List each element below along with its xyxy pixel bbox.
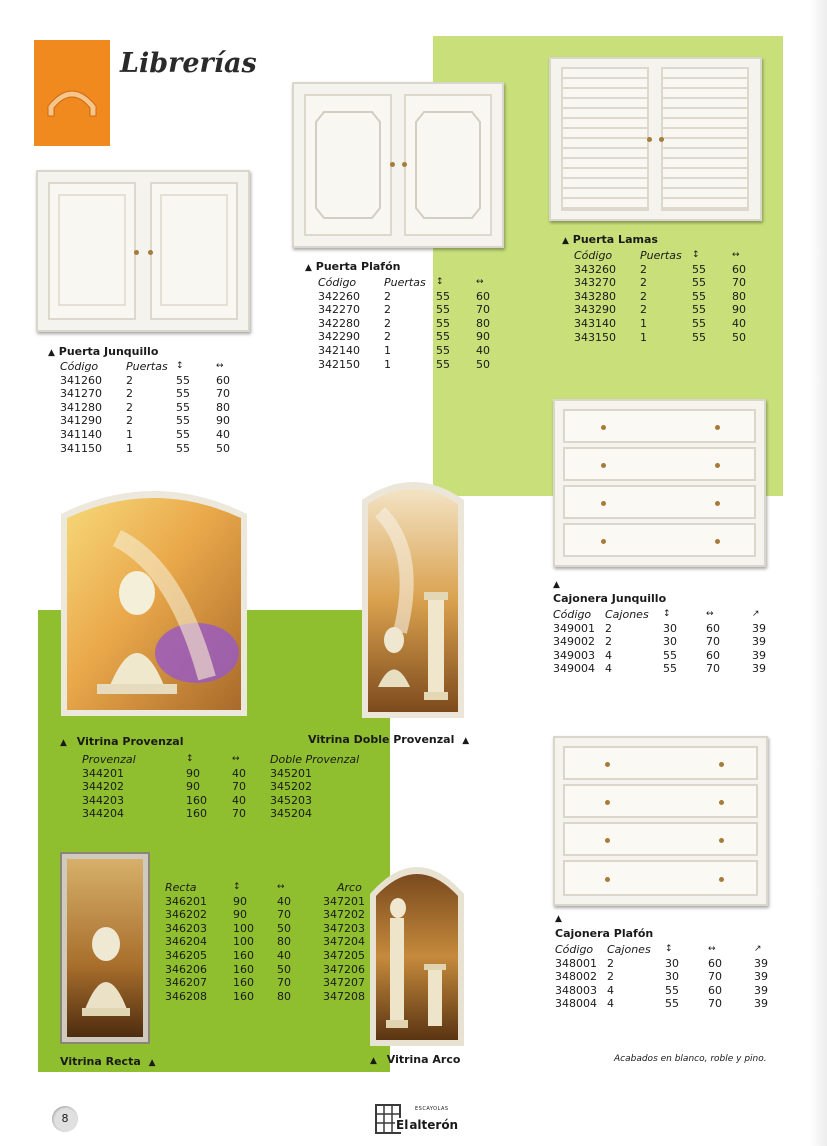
column-header: Puertas: [126, 360, 168, 373]
table-cell: 80: [277, 935, 291, 949]
table-cell: 30: [665, 970, 679, 984]
brand-small-text: ESCAYOLAS: [415, 1106, 449, 1112]
caption-puerta-lamas: ▲ Puerta Lamas: [562, 233, 658, 246]
table-cell: 60: [706, 648, 720, 662]
table-cell: 2: [640, 289, 647, 303]
table-cell: 55: [436, 330, 450, 344]
table-cell: 347204: [323, 935, 365, 949]
page-title: Librerías: [120, 48, 257, 79]
table-cell: 2: [126, 387, 133, 401]
table-cell: 40: [732, 316, 746, 330]
table-row: [574, 303, 762, 317]
table-row: [574, 331, 762, 345]
table-cell: 55: [663, 662, 677, 676]
table-cell: 39: [752, 635, 766, 649]
width-icon: ↔: [706, 609, 714, 619]
caption-vitrina-doble-provenzal: Vitrina Doble Provenzal ▲: [308, 733, 470, 746]
table-row: [553, 622, 772, 636]
marker-icon: ▲: [553, 580, 560, 590]
table-cell: 55: [692, 276, 706, 290]
table-cell: 343270: [574, 276, 616, 290]
table-cell: 347202: [323, 908, 365, 922]
table-cell: 346201: [165, 894, 207, 908]
table-cell: 1: [384, 343, 391, 357]
table-vitrina-recta-arco: [165, 881, 397, 1003]
table-cell: 55: [176, 441, 190, 455]
table-cell: 345202: [270, 780, 312, 794]
table-cell: 349001: [553, 621, 595, 635]
marker-icon: ▲: [305, 263, 312, 273]
caption-puerta-plafon: ▲ Puerta Plafón: [305, 260, 401, 273]
column-header: Puertas: [640, 249, 682, 262]
table-cell: 1: [384, 357, 391, 371]
table-cell: 55: [436, 343, 450, 357]
table-cell: 55: [692, 303, 706, 317]
height-icon: ↕: [436, 277, 444, 287]
table-row: [574, 290, 762, 304]
table-cell: 346204: [165, 935, 207, 949]
table-cell: 160: [233, 989, 254, 1003]
table-cell: 343280: [574, 289, 616, 303]
table-cajonera-junquillo: [553, 608, 772, 676]
brand-name: Elalterón: [396, 1118, 459, 1132]
page-edge-shadow: [810, 0, 827, 1146]
table-cell: 70: [732, 276, 746, 290]
table-cell: 347203: [323, 921, 365, 935]
brand-logo: [375, 1102, 465, 1138]
table-row: [318, 358, 506, 372]
table-cell: 30: [663, 621, 677, 635]
cabinet-plafon-image: [292, 82, 504, 248]
table-cell: 39: [754, 983, 768, 997]
table-cell: 345201: [270, 766, 312, 780]
table-cell: 347201: [323, 894, 365, 908]
table-cell: 347206: [323, 962, 365, 976]
table-puerta-plafon: [318, 276, 506, 371]
column-header: Cajones: [607, 943, 651, 956]
caption-vitrina-provenzal: ▲ Vitrina Provenzal: [60, 735, 184, 748]
table-row: [318, 317, 506, 331]
table-cell: 342260: [318, 289, 360, 303]
column-header: Código: [318, 276, 357, 289]
table-cell: 50: [732, 330, 746, 344]
table-cell: 30: [663, 635, 677, 649]
table-cell: 348002: [555, 970, 597, 984]
table-row: [553, 649, 772, 663]
table-row: [165, 990, 397, 1004]
table-cell: 346205: [165, 948, 207, 962]
table-cell: 55: [436, 316, 450, 330]
table-cell: 39: [752, 662, 766, 676]
table-cell: 90: [732, 303, 746, 317]
table-cell: 70: [277, 976, 291, 990]
table-cell: 39: [754, 970, 768, 984]
table-cell: 39: [754, 997, 768, 1011]
table-cell: 342140: [318, 343, 360, 357]
caption-vitrina-arco: ▲ Vitrina Arco: [370, 1053, 461, 1066]
table-cell: 342270: [318, 303, 360, 317]
table-cell: 55: [436, 289, 450, 303]
table-row: [165, 895, 397, 909]
table-cell: 40: [232, 766, 246, 780]
table-cell: 55: [692, 316, 706, 330]
table-cell: 4: [607, 983, 614, 997]
table-row: [574, 263, 762, 277]
table-cell: 346206: [165, 962, 207, 976]
table-cell: 4: [605, 662, 612, 676]
table-cell: 70: [232, 780, 246, 794]
table-cell: 70: [708, 970, 722, 984]
table-cell: 55: [692, 262, 706, 276]
table-cell: 50: [277, 921, 291, 935]
table-row: [553, 662, 772, 676]
table-cell: 347207: [323, 976, 365, 990]
table-cell: 55: [436, 303, 450, 317]
table-cell: 160: [233, 948, 254, 962]
table-cell: 60: [732, 262, 746, 276]
table-row: [60, 401, 246, 415]
table-row: [165, 922, 397, 936]
column-header: Código: [574, 249, 613, 262]
table-row: [165, 963, 397, 977]
cajonera-junquillo-image: [553, 399, 766, 567]
table-cell: 55: [665, 983, 679, 997]
table-row: [318, 303, 506, 317]
table-cell: 341260: [60, 373, 102, 387]
table-cell: 348003: [555, 983, 597, 997]
table-puerta-lamas: [574, 249, 762, 344]
table-row: [574, 276, 762, 290]
column-header: Doble Provenzal: [270, 753, 360, 766]
table-cell: 343290: [574, 303, 616, 317]
table-cell: 55: [176, 387, 190, 401]
table-cell: 80: [732, 289, 746, 303]
table-cell: 70: [232, 807, 246, 821]
marker-icon: ▲: [60, 738, 67, 748]
table-row: [165, 935, 397, 949]
table-cell: 341140: [60, 427, 102, 441]
table-cell: 1: [126, 427, 133, 441]
table-row: [82, 767, 380, 781]
cabinet-lamas-image: [549, 57, 762, 221]
table-cell: 60: [476, 289, 490, 303]
table-cell: 30: [665, 956, 679, 970]
table-cell: 55: [665, 997, 679, 1011]
table-cell: 39: [752, 621, 766, 635]
column-header: Recta: [165, 881, 197, 894]
table-cell: 2: [126, 414, 133, 428]
table-cell: 2: [384, 316, 391, 330]
table-cell: 70: [277, 908, 291, 922]
table-cell: 100: [233, 921, 254, 935]
table-cell: 55: [176, 414, 190, 428]
column-header: Cajones: [605, 608, 649, 621]
table-cell: 90: [186, 766, 200, 780]
table-cell: 50: [277, 962, 291, 976]
vitrina-provenzal-image: [57, 478, 251, 720]
table-cell: 70: [706, 635, 720, 649]
table-cell: 80: [277, 989, 291, 1003]
table-row: [555, 984, 774, 998]
finish-note: Acabados en blanco, roble y pino.: [614, 1054, 767, 1064]
table-cell: 40: [277, 948, 291, 962]
table-cell: 55: [176, 373, 190, 387]
column-header: Código: [60, 360, 99, 373]
height-icon: ↕: [665, 944, 673, 954]
table-cell: 80: [216, 400, 230, 414]
table-cell: 2: [640, 262, 647, 276]
column-header: Puertas: [384, 276, 426, 289]
table-cell: 70: [216, 387, 230, 401]
table-row: [318, 330, 506, 344]
table-cell: 342280: [318, 316, 360, 330]
vitrina-doble-provenzal-image: [360, 472, 466, 720]
marker-icon: ▲: [562, 236, 569, 246]
table-cell: 55: [176, 427, 190, 441]
table-cell: 60: [708, 983, 722, 997]
table-cell: 2: [607, 970, 614, 984]
table-row: [60, 428, 246, 442]
table-cell: 2: [384, 289, 391, 303]
table-cell: 70: [706, 662, 720, 676]
table-cell: 90: [476, 330, 490, 344]
width-icon: ↔: [708, 944, 716, 954]
table-cell: 1: [126, 441, 133, 455]
marker-icon: ▲: [462, 736, 470, 746]
table-cell: 50: [476, 357, 490, 371]
table-row: [553, 635, 772, 649]
table-row: [60, 374, 246, 388]
table-cell: 2: [384, 303, 391, 317]
caption-puerta-junquillo: ▲ Puerta Junquillo: [48, 345, 159, 358]
section-icon-tile: [34, 40, 110, 146]
table-cell: 344203: [82, 793, 124, 807]
table-cell: 346208: [165, 989, 207, 1003]
table-cell: 341270: [60, 387, 102, 401]
table-cell: 4: [605, 648, 612, 662]
table-cell: 60: [708, 956, 722, 970]
arch-icon: [34, 40, 110, 146]
table-row: [318, 290, 506, 304]
depth-icon: ↗: [754, 944, 762, 954]
table-cell: 160: [233, 962, 254, 976]
column-header: Código: [553, 608, 592, 621]
table-cell: 347208: [323, 989, 365, 1003]
table-cell: 1: [640, 330, 647, 344]
table-cell: 100: [233, 935, 254, 949]
table-cell: 55: [176, 400, 190, 414]
table-cell: 90: [233, 894, 247, 908]
table-vitrina-provenzal: [82, 753, 380, 821]
table-cell: 345204: [270, 807, 312, 821]
caption-vitrina-recta: Vitrina Recta ▲: [60, 1055, 156, 1068]
table-cell: 70: [476, 303, 490, 317]
table-cell: 342290: [318, 330, 360, 344]
table-cell: 40: [476, 343, 490, 357]
page-number: 8: [52, 1106, 78, 1132]
table-row: [555, 957, 774, 971]
table-cell: 80: [476, 316, 490, 330]
table-cell: 160: [186, 807, 207, 821]
table-cell: 344204: [82, 807, 124, 821]
table-cell: 343260: [574, 262, 616, 276]
table-cell: 349002: [553, 635, 595, 649]
marker-icon: ▲: [148, 1058, 156, 1068]
table-cell: 2: [607, 956, 614, 970]
table-cajonera-plafon: [555, 943, 774, 1011]
table-cell: 343140: [574, 316, 616, 330]
table-cell: 40: [232, 793, 246, 807]
table-cell: 90: [186, 780, 200, 794]
table-cell: 55: [436, 357, 450, 371]
table-row: [165, 976, 397, 990]
table-cell: 348001: [555, 956, 597, 970]
table-cell: 347205: [323, 948, 365, 962]
table-row: [555, 997, 774, 1011]
column-header: Código: [555, 943, 594, 956]
depth-icon: ↗: [752, 609, 760, 619]
table-cell: 348004: [555, 997, 597, 1011]
cajonera-plafon-image: [553, 736, 768, 906]
table-cell: 349003: [553, 648, 595, 662]
table-cell: 345203: [270, 793, 312, 807]
table-cell: 2: [126, 400, 133, 414]
table-cell: 349004: [553, 662, 595, 676]
height-icon: ↕: [233, 882, 241, 892]
height-icon: ↕: [692, 250, 700, 260]
table-row: [82, 780, 380, 794]
table-cell: 346203: [165, 921, 207, 935]
table-row: [318, 344, 506, 358]
table-cell: 341290: [60, 414, 102, 428]
column-header: Provenzal: [82, 753, 136, 766]
table-cell: 2: [605, 635, 612, 649]
table-row: [60, 387, 246, 401]
table-cell: 344202: [82, 780, 124, 794]
table-row: [574, 317, 762, 331]
table-cell: 39: [752, 648, 766, 662]
table-row: [165, 949, 397, 963]
width-icon: ↔: [277, 882, 285, 892]
caption-cajonera-junquillo: Cajonera Junquillo: [553, 592, 667, 605]
table-cell: 60: [706, 621, 720, 635]
table-row: [60, 442, 246, 456]
table-row: [555, 970, 774, 984]
width-icon: ↔: [232, 754, 240, 764]
table-cell: 40: [277, 894, 291, 908]
width-icon: ↔: [216, 361, 224, 371]
table-cell: 55: [692, 289, 706, 303]
table-cell: 70: [708, 997, 722, 1011]
height-icon: ↕: [663, 609, 671, 619]
table-cell: 2: [640, 276, 647, 290]
table-row: [82, 807, 380, 821]
table-cell: 55: [692, 330, 706, 344]
caption-cajonera-plafon: Cajonera Plafón: [555, 927, 654, 940]
table-cell: 60: [216, 373, 230, 387]
width-icon: ↔: [732, 250, 740, 260]
table-cell: 4: [607, 997, 614, 1011]
table-cell: 342150: [318, 357, 360, 371]
table-cell: 90: [233, 908, 247, 922]
table-cell: 2: [605, 621, 612, 635]
table-cell: 39: [754, 956, 768, 970]
table-row: [60, 414, 246, 428]
table-puerta-junquillo: [60, 360, 246, 455]
table-cell: 2: [384, 330, 391, 344]
table-cell: 2: [126, 373, 133, 387]
table-cell: 344201: [82, 766, 124, 780]
table-cell: 40: [216, 427, 230, 441]
table-cell: 346202: [165, 908, 207, 922]
marker-icon: ▲: [555, 914, 562, 924]
table-row: [165, 908, 397, 922]
marker-icon: ▲: [370, 1056, 377, 1066]
height-icon: ↕: [176, 361, 184, 371]
table-cell: 160: [233, 976, 254, 990]
table-cell: 160: [186, 793, 207, 807]
cabinet-junquillo-image: [36, 170, 250, 332]
table-cell: 50: [216, 441, 230, 455]
height-icon: ↕: [186, 754, 194, 764]
width-icon: ↔: [476, 277, 484, 287]
table-cell: 341150: [60, 441, 102, 455]
table-cell: 2: [640, 303, 647, 317]
table-row: [82, 794, 380, 808]
marker-icon: ▲: [48, 348, 55, 358]
table-cell: 343150: [574, 330, 616, 344]
vitrina-recta-image: [60, 852, 150, 1044]
table-cell: 1: [640, 316, 647, 330]
table-cell: 341280: [60, 400, 102, 414]
table-cell: 55: [663, 648, 677, 662]
table-cell: 90: [216, 414, 230, 428]
table-cell: 346207: [165, 976, 207, 990]
column-header: Arco: [337, 881, 362, 894]
